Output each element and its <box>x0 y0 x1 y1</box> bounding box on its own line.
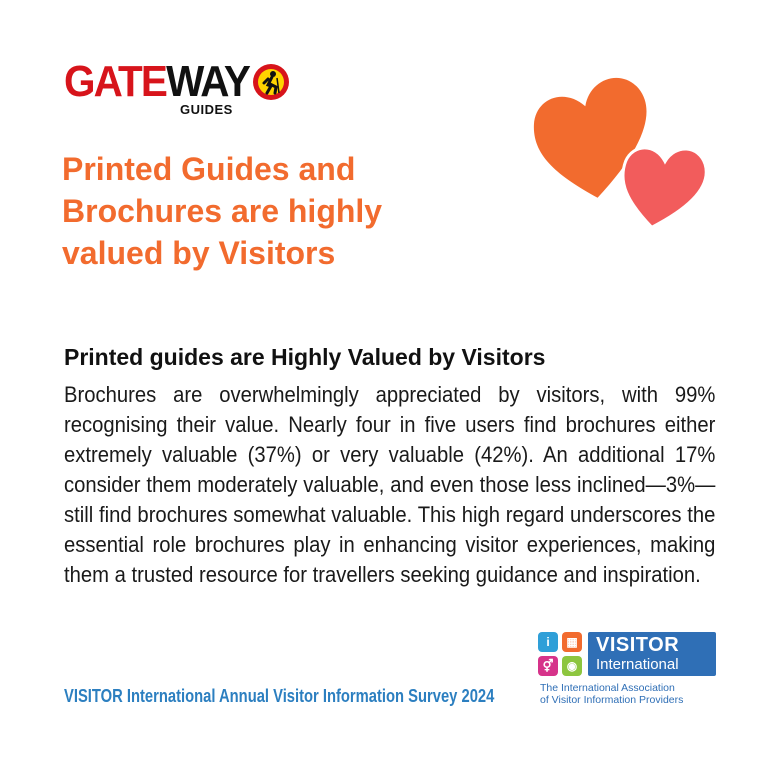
logo-word-way: WAY <box>166 57 250 106</box>
logo-word-gate: GATE <box>64 57 167 106</box>
gateway-guides-logo <box>64 58 294 122</box>
location-pin-icon: ◉ <box>562 656 582 676</box>
logo-wordmark <box>64 57 250 106</box>
vi-caption-line2: of Visitor Information Providers <box>540 694 684 706</box>
logo-subtitle: GUIDES <box>180 102 233 117</box>
vi-name-line1: VISITOR <box>596 634 680 656</box>
vi-name-line2: International <box>596 656 679 673</box>
vi-caption-line1: The International Association <box>540 682 675 694</box>
info-icon: i <box>538 632 558 652</box>
vi-caption <box>540 682 720 706</box>
hearts-icon <box>530 58 720 238</box>
body-paragraph: Brochures are overwhelmingly appreciated by visitors, with 99% recognising their value. Nearly four in five users find brochures either extremely valuable (37%) or very valuable (42%). An additional 17% consider them moderately valuable, and even those less inclined—3%—still find brochures somewhat valuable. This high regard underscores the essential role brochures play in enhancing visitor experiences, making them a trusted resource for travellers seeking guidance and inspiration. <box>64 382 716 587</box>
section-heading: Printed guides are Highly Valued by Visitors <box>64 344 546 370</box>
vi-name-box <box>588 632 716 676</box>
vi-icon-grid <box>538 632 584 678</box>
page-title: Printed Guides and Brochures are highly valued by Visitors <box>62 151 383 271</box>
people-icon: ⚥ <box>538 656 558 676</box>
source-note: VISITOR International Annual Visitor Information Survey 2024 <box>64 686 495 706</box>
map-icon: ▦ <box>562 632 582 652</box>
visitor-international-logo <box>538 632 718 712</box>
hiker-icon <box>253 64 289 100</box>
